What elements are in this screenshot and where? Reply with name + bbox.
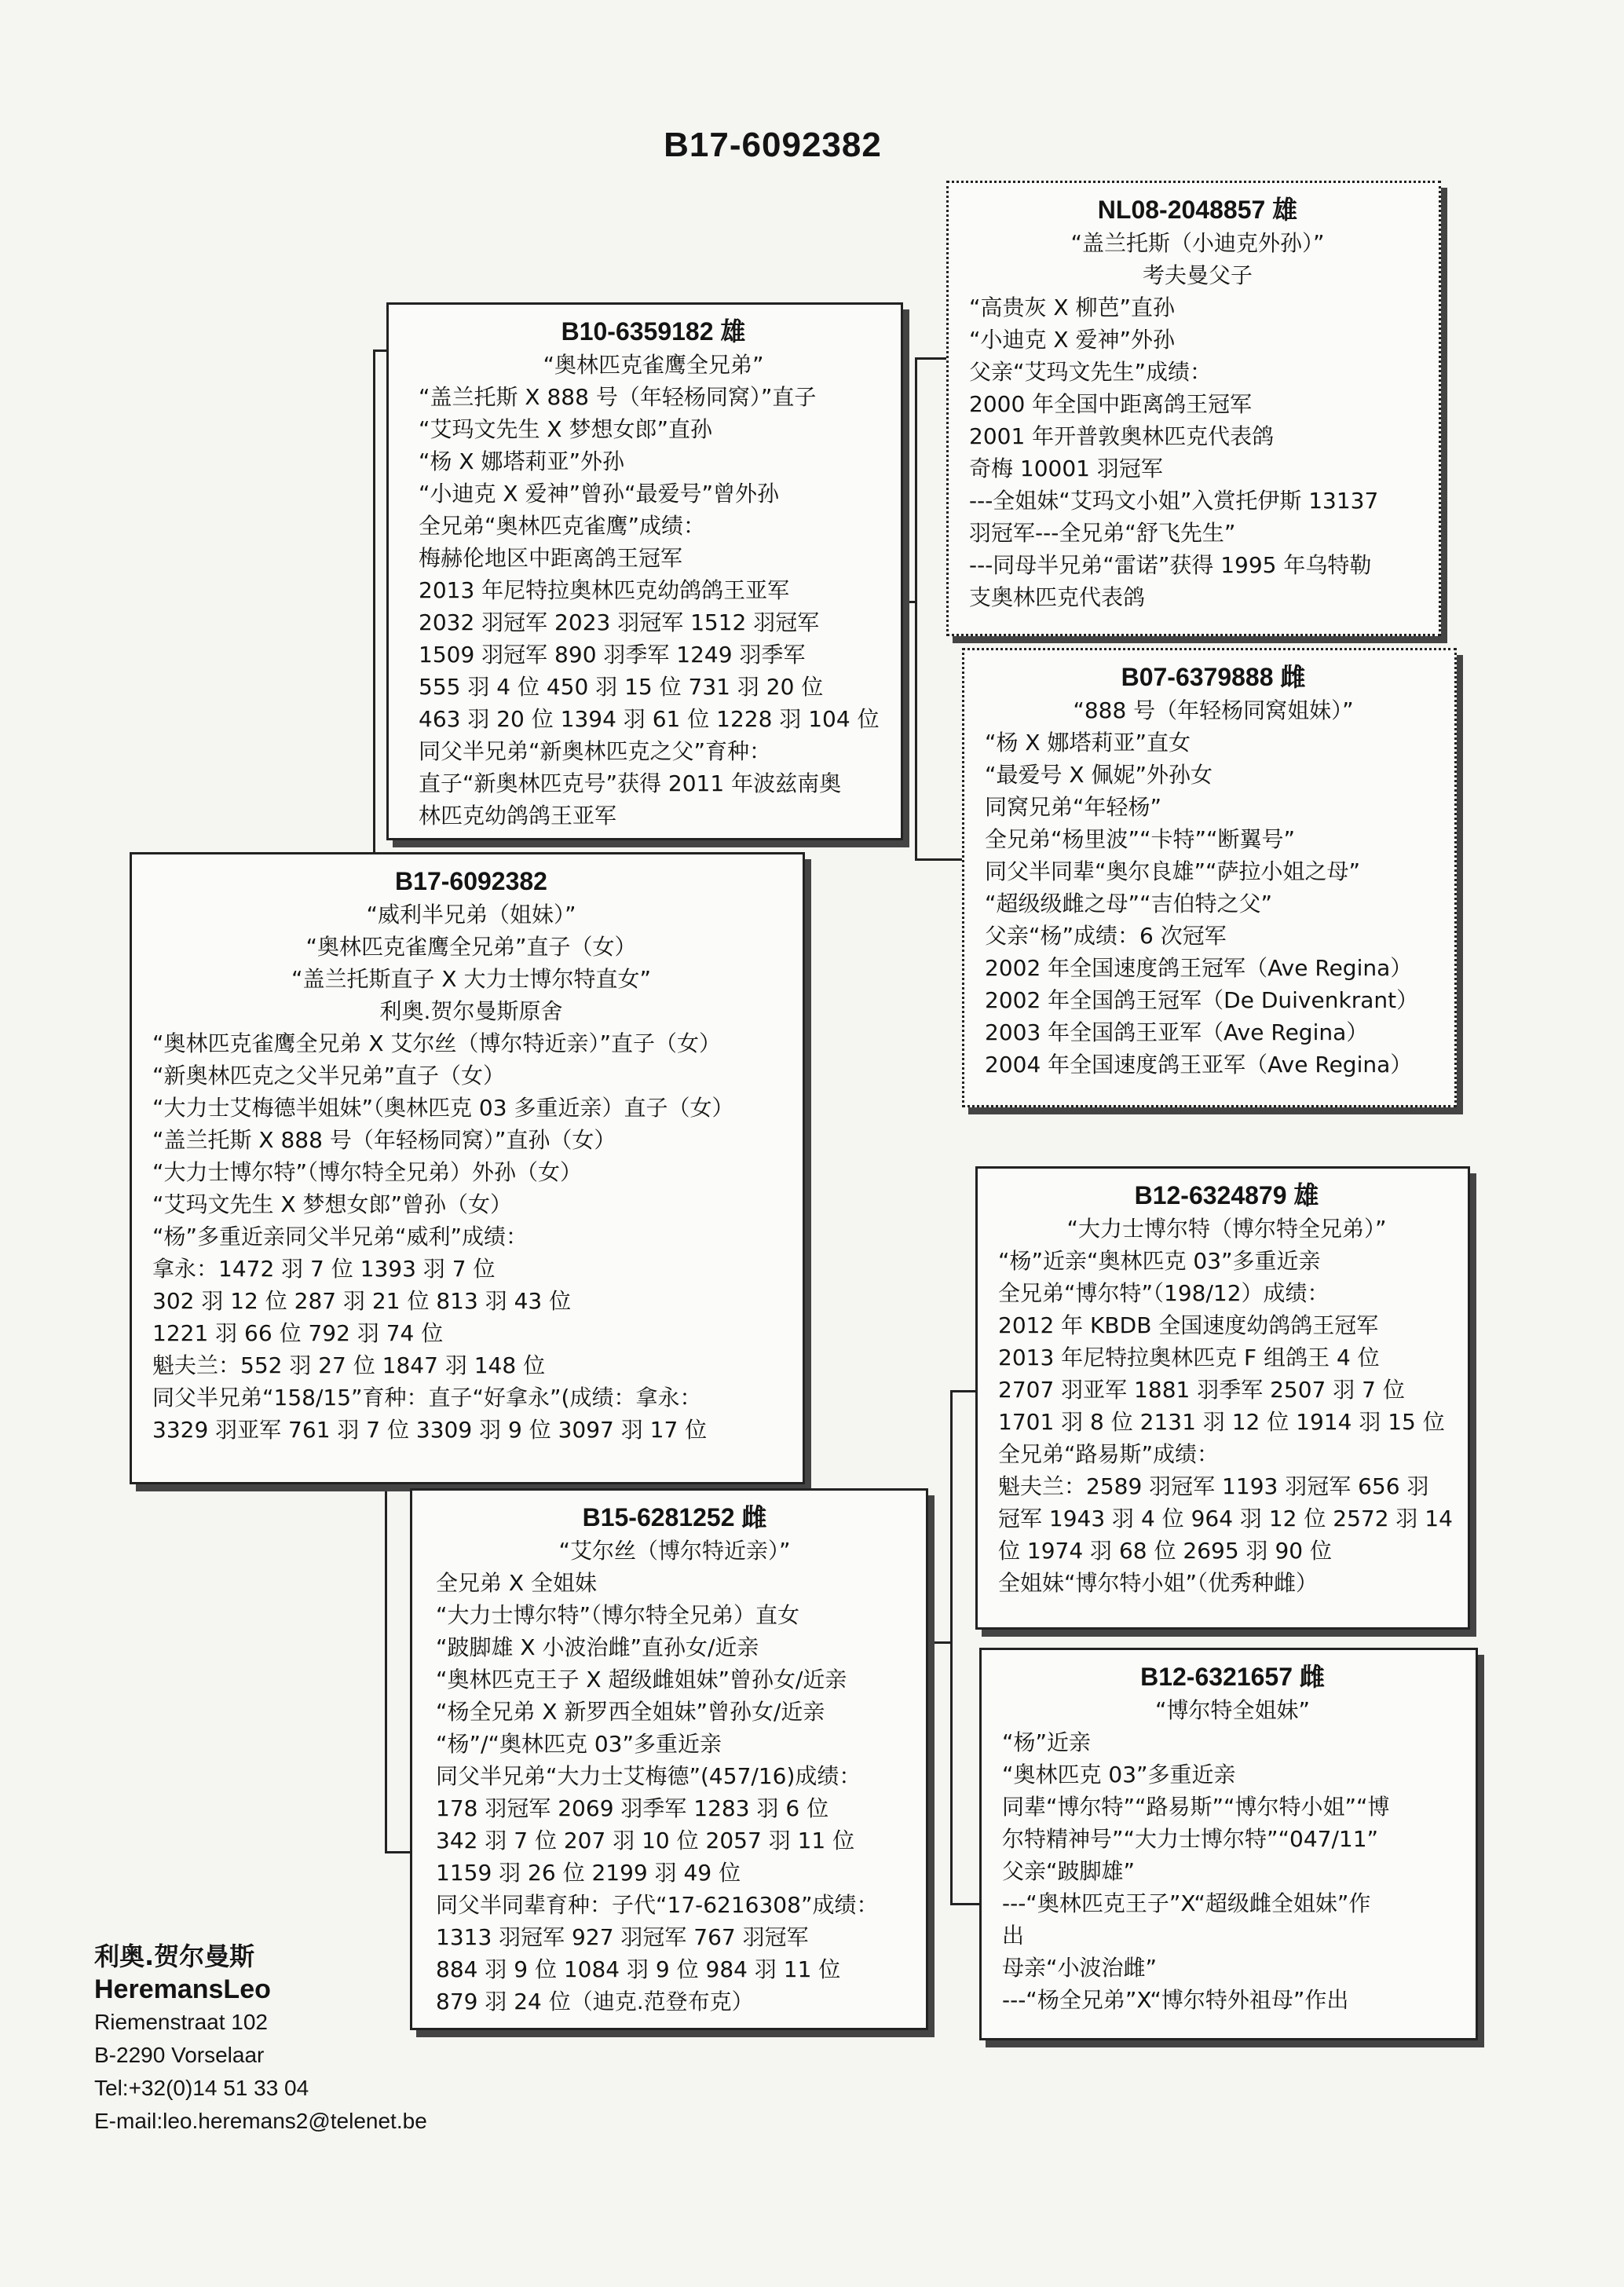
sire-line: 林匹克幼鸽鸽王亚军 bbox=[419, 803, 617, 829]
dam-dam-ring-number: B12-6321657 雌 bbox=[1140, 1663, 1325, 1691]
sire-line: 直子“新奥林匹克号”获得 2011 年波兹南奥 bbox=[419, 770, 842, 796]
sire-sire-line: 羽冠军---全兄弟“舒飞先生” bbox=[969, 520, 1236, 546]
sire-sire-box bbox=[946, 181, 1441, 636]
sire-line: “艾玛文先生 X 梦想女郎”直孙 bbox=[419, 416, 712, 442]
subject-line: 拿永：1472 羽 7 位 1393 羽 7 位 bbox=[152, 1256, 496, 1282]
subject-line: “大力士艾梅德半姐妹”（奥林匹克 03 多重近亲）直子（女） bbox=[152, 1095, 734, 1121]
contact-street: Riemenstraat 102 bbox=[94, 2010, 269, 2034]
sire-line: 1509 羽冠军 890 羽季军 1249 羽季军 bbox=[419, 642, 806, 668]
sire-dam-line: 全兄弟“杨里波”“卡特”“断翼号” bbox=[985, 826, 1296, 852]
dam-sire-line: 2012 年 KBDB 全国速度幼鸽鸽王冠军 bbox=[998, 1312, 1379, 1338]
sire-dam-line: 同窝兄弟“年轻杨” bbox=[985, 794, 1162, 820]
sire-sire-line: 2000 年全国中距离鸽王冠军 bbox=[969, 391, 1253, 417]
dam-line: “跛脚雄 X 小波治雌”直孙女/近亲 bbox=[436, 1634, 759, 1660]
sire-dam-line: “超级级雌之母”“吉伯特之父” bbox=[985, 891, 1273, 917]
sire-line: 555 羽 4 位 450 羽 15 位 731 羽 20 位 bbox=[419, 674, 824, 700]
connector-subject-dam-horizontal bbox=[385, 1851, 411, 1853]
connector-dam-dam-horizontal bbox=[950, 1903, 979, 1905]
sire-dam-line: 2002 年全国鸽王冠军（De Duivenkrant） bbox=[985, 987, 1419, 1013]
sire-dam-box bbox=[962, 648, 1457, 1107]
dam-dam-line: 父亲“跛脚雄” bbox=[1002, 1858, 1136, 1884]
subject-line: “新奥林匹克之父半兄弟”直子（女） bbox=[152, 1063, 506, 1089]
sire-sire-ring-number: NL08-2048857 雄 bbox=[1097, 196, 1298, 224]
sire-sire-line: ---同母半兄弟“雷诺”获得 1995 年乌特勒 bbox=[969, 552, 1372, 578]
sire-ring-number: B10-6359182 雄 bbox=[561, 317, 746, 346]
sire-dam-ring-number: B07-6379888 雌 bbox=[1121, 663, 1306, 691]
dam-sire-box bbox=[975, 1166, 1470, 1630]
subject-line: 3329 羽亚军 761 羽 7 位 3309 羽 9 位 3097 羽 17 位 bbox=[152, 1417, 708, 1443]
dam-line: “艾尔丝（博尔特近亲）” bbox=[558, 1538, 791, 1564]
connector-sire-sire-horizontal bbox=[915, 357, 946, 360]
sire-dam-line: “888 号（年轻杨同窝姐妹）” bbox=[1073, 697, 1354, 723]
dam-dam-box bbox=[979, 1648, 1478, 2040]
dam-dam-line: ---“奥林匹克王子”X“超级雌全姐妹”作 bbox=[1002, 1890, 1371, 1916]
sire-line: “奥林匹克雀鹰全兄弟” bbox=[543, 352, 764, 378]
sire-dam-line: “杨 X 娜塔莉亚”直女 bbox=[985, 730, 1191, 756]
dam-line: “大力士博尔特”（博尔特全兄弟）直女 bbox=[436, 1602, 800, 1628]
dam-line: “杨全兄弟 X 新罗西全姐妹”曾孙女/近亲 bbox=[436, 1699, 825, 1725]
subject-line: 同父半兄弟“158/15”育种：直子“好拿永”(成绩：拿永： bbox=[152, 1385, 702, 1411]
dam-dam-line: 出 bbox=[1002, 1923, 1025, 1949]
sire-dam-line: 2004 年全国速度鸽王亚军（Ave Regina） bbox=[985, 1052, 1413, 1078]
subject-line: 1221 羽 66 位 792 羽 74 位 bbox=[152, 1320, 444, 1346]
sire-sire-line: 父亲“艾玛文先生”成绩： bbox=[969, 359, 1213, 385]
dam-box bbox=[410, 1488, 928, 2030]
sire-sire-line: “小迪克 X 爱神”外孙 bbox=[969, 327, 1175, 353]
dam-line: 178 羽冠军 2069 羽季军 1283 羽 6 位 bbox=[436, 1795, 829, 1821]
connector-sire-parents-vertical bbox=[915, 357, 917, 860]
contact-city: B-2290 Vorselaar bbox=[94, 2043, 265, 2067]
subject-line: “盖兰托斯直子 X 大力士博尔特直女” bbox=[291, 966, 651, 992]
dam-dam-line: ---“杨全兄弟”X“博尔特外祖母”作出 bbox=[1002, 1987, 1349, 2013]
dam-sire-line: 位 1974 羽 68 位 2695 羽 90 位 bbox=[998, 1538, 1332, 1564]
connector-subject-sire-horizontal bbox=[373, 349, 387, 352]
contact-block bbox=[94, 1940, 427, 2138]
subject-ring-number: B17-6092382 bbox=[395, 867, 547, 895]
sire-line: 同父半兄弟“新奥林匹克之父”育种： bbox=[419, 738, 772, 764]
dam-sire-ring-number: B12-6324879 雄 bbox=[1134, 1181, 1319, 1209]
dam-dam-line: “奥林匹克 03”多重近亲 bbox=[1002, 1762, 1236, 1788]
sire-line: “小迪克 X 爱神”曾孙“最爱号”曾外孙 bbox=[419, 481, 780, 507]
dam-line: “奥林匹克王子 X 超级雌姐妹”曾孙女/近亲 bbox=[436, 1667, 847, 1692]
dam-sire-line: “杨”近亲“奥林匹克 03”多重近亲 bbox=[998, 1248, 1321, 1274]
connector-subject-sire-vertical bbox=[373, 349, 375, 852]
subject-line: “盖兰托斯 X 888 号（年轻杨同窝）”直孙（女） bbox=[152, 1127, 616, 1153]
dam-ring-number: B15-6281252 雌 bbox=[582, 1503, 767, 1531]
sire-sire-line: “高贵灰 X 柳芭”直孙 bbox=[969, 295, 1175, 320]
dam-line: 884 羽 9 位 1084 羽 9 位 984 羽 11 位 bbox=[436, 1956, 841, 1982]
dam-dam-line: “博尔特全姐妹” bbox=[1154, 1697, 1310, 1723]
subject-line: 利奥.贺尔曼斯原舍 bbox=[379, 998, 563, 1024]
dam-line: “杨”/“奥林匹克 03”多重近亲 bbox=[436, 1731, 722, 1757]
subject-line: 魁夫兰：552 羽 27 位 1847 羽 148 位 bbox=[152, 1352, 546, 1378]
subject-line: “艾玛文先生 X 梦想女郎”曾孙（女） bbox=[152, 1191, 512, 1217]
subject-line: “威利半兄弟（姐妹）” bbox=[366, 902, 576, 928]
sire-line: 梅赫伦地区中距离鸽王冠军 bbox=[419, 545, 683, 571]
subject-line: “杨”多重近亲同父半兄弟“威利”成绩： bbox=[152, 1224, 529, 1250]
subject-line: “奥林匹克雀鹰全兄弟 X 艾尔丝（博尔特近亲）”直子（女） bbox=[152, 1030, 721, 1056]
sire-box bbox=[386, 302, 903, 840]
dam-sire-line: 2013 年尼特拉奥林匹克 F 组鸽王 4 位 bbox=[998, 1345, 1380, 1370]
dam-sire-line: 冠军 1943 羽 4 位 964 羽 12 位 2572 羽 14 bbox=[998, 1506, 1453, 1531]
contact-phone: Tel:+32(0)14 51 33 04 bbox=[94, 2076, 309, 2100]
connector-dam-mid-horizontal bbox=[927, 1641, 952, 1644]
dam-sire-line: 全兄弟“博尔特”（198/12）成绩： bbox=[998, 1280, 1330, 1306]
sire-sire-line: ---全姐妹“艾玛文小姐”入赏托伊斯 13137 bbox=[969, 488, 1379, 514]
sire-dam-line: 父亲“杨”成绩：6 次冠军 bbox=[985, 923, 1227, 949]
dam-dam-line: 同辈“博尔特”“路易斯”“博尔特小姐”“博 bbox=[1002, 1794, 1390, 1820]
connector-subject-dam-vertical bbox=[385, 1484, 387, 1853]
sire-sire-line: “盖兰托斯（小迪克外孙）” bbox=[1070, 230, 1325, 256]
sire-line: 463 羽 20 位 1394 羽 61 位 1228 羽 104 位 bbox=[419, 706, 880, 732]
sire-sire-line: 2001 年开普敦奥林匹克代表鸽 bbox=[969, 423, 1275, 449]
dam-dam-line: 母亲“小波治雌” bbox=[1002, 1955, 1158, 1981]
dam-dam-line: 尔特精神号”“大力士博尔特”“047/11” bbox=[1002, 1826, 1379, 1852]
dam-line: 同父半兄弟“大力士艾梅德”(457/16)成绩： bbox=[436, 1763, 861, 1789]
sire-line: 2013 年尼特拉奥林匹克幼鸽鸽王亚军 bbox=[419, 577, 790, 603]
sire-dam-line: 2002 年全国速度鸽王冠军（Ave Regina） bbox=[985, 955, 1413, 981]
connector-dam-parents-vertical bbox=[950, 1390, 953, 1905]
subject-line: 302 羽 12 位 287 羽 21 位 813 羽 43 位 bbox=[152, 1288, 572, 1314]
contact-name: HeremansLeo bbox=[94, 1974, 271, 2004]
sire-sire-line: 支奥林匹克代表鸽 bbox=[969, 584, 1146, 610]
dam-line: 879 羽 24 位（迪克.范登布克） bbox=[436, 1989, 754, 2014]
sire-dam-line: 同父半同辈“奥尔良雄”“萨拉小姐之母” bbox=[985, 858, 1361, 884]
dam-line: 全兄弟 X 全姐妹 bbox=[436, 1570, 597, 1596]
sire-line: 2032 羽冠军 2023 羽冠军 1512 羽冠军 bbox=[419, 609, 820, 635]
dam-line: 1313 羽冠军 927 羽冠军 767 羽冠军 bbox=[436, 1924, 809, 1950]
connector-sire-dam-horizontal bbox=[915, 858, 962, 861]
page-title: B17-6092382 bbox=[664, 126, 882, 164]
subject-line: “大力士博尔特”（博尔特全兄弟）外孙（女） bbox=[152, 1159, 583, 1185]
contact-email: E-mail:leo.heremans2@telenet.be bbox=[94, 2109, 427, 2133]
connector-dam-sire-horizontal bbox=[950, 1390, 975, 1392]
dam-line: 1159 羽 26 位 2199 羽 49 位 bbox=[436, 1860, 741, 1886]
subject-line: “奥林匹克雀鹰全兄弟”直子（女） bbox=[305, 934, 637, 960]
dam-line: 342 羽 7 位 207 羽 10 位 2057 羽 11 位 bbox=[436, 1828, 855, 1853]
dam-sire-line: 全兄弟“路易斯”成绩： bbox=[998, 1441, 1220, 1467]
sire-dam-line: “最爱号 X 佩妮”外孙女 bbox=[985, 762, 1213, 788]
dam-sire-line: 2707 羽亚军 1881 羽季军 2507 羽 7 位 bbox=[998, 1377, 1405, 1403]
sire-sire-line: 奇梅 10001 羽冠军 bbox=[969, 456, 1163, 481]
connector-sire-mid-horizontal bbox=[902, 601, 917, 603]
dam-dam-line: “杨”近亲 bbox=[1002, 1729, 1092, 1755]
sire-sire-line: 考夫曼父子 bbox=[1142, 262, 1253, 288]
dam-sire-line: 全姐妹“博尔特小姐”（优秀种雌） bbox=[998, 1570, 1319, 1596]
sire-line: 全兄弟“奥林匹克雀鹰”成绩： bbox=[419, 513, 706, 539]
sire-line: “杨 X 娜塔莉亚”外孙 bbox=[419, 448, 624, 474]
subject-box bbox=[130, 852, 805, 1484]
dam-sire-line: 1701 羽 8 位 2131 羽 12 位 1914 羽 15 位 bbox=[998, 1409, 1445, 1435]
contact-name-chinese: 利奥.贺尔曼斯 bbox=[94, 1941, 255, 1971]
dam-sire-line: 魁夫兰：2589 羽冠军 1193 羽冠军 656 羽 bbox=[998, 1473, 1429, 1499]
sire-dam-line: 2003 年全国鸽王亚军（Ave Regina） bbox=[985, 1019, 1369, 1045]
sire-line: “盖兰托斯 X 888 号（年轻杨同窝）”直子 bbox=[419, 384, 817, 410]
dam-line: 同父半同辈育种：子代“17-6216308”成绩： bbox=[436, 1892, 879, 1918]
dam-sire-line: “大力士博尔特（博尔特全兄弟）” bbox=[1066, 1216, 1387, 1242]
